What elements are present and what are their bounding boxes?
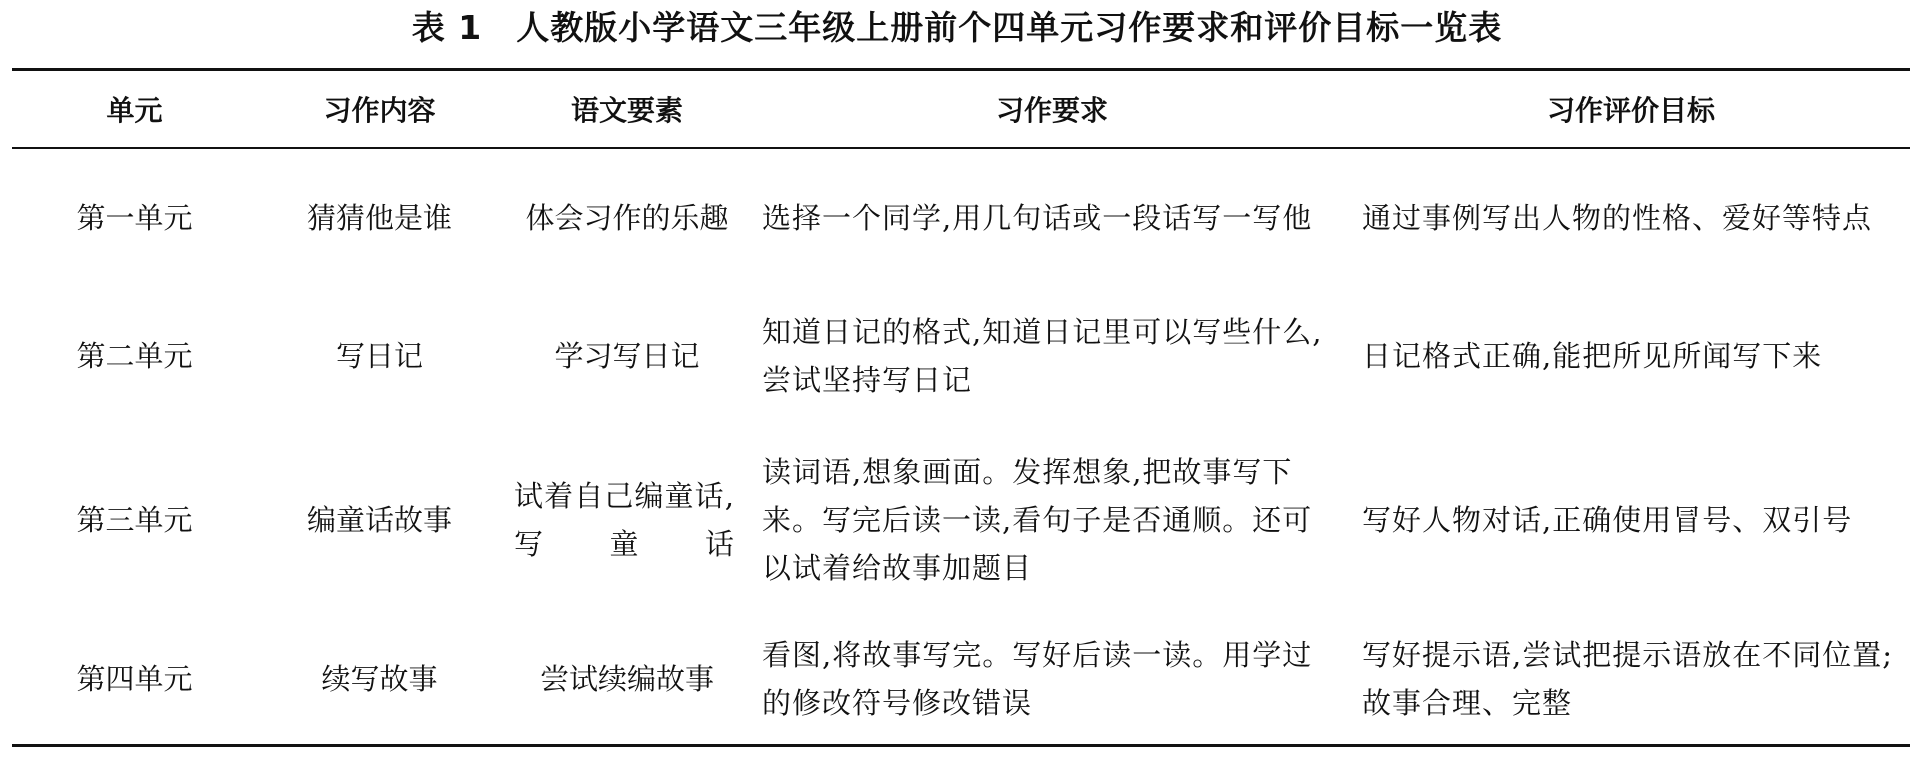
cell-requirement: 选择一个同学,用几句话或一段话写一写他 <box>762 201 1313 235</box>
cell-element: 试着自己编童话,写童话 <box>514 478 734 561</box>
table-row <box>12 615 1910 746</box>
table-row <box>12 288 1910 425</box>
cell-requirement: 知道日记的格式,知道日记里可以写些什么,尝试坚持写日记 <box>762 315 1323 397</box>
cell-content: 猜猜他是谁 <box>306 201 452 235</box>
header-content: 习作内容 <box>257 70 502 148</box>
header-element: 语文要素 <box>502 70 752 148</box>
table-caption: 人教版小学语文三年级上册前个四单元习作要求和评价目标一览表 <box>516 8 1503 47</box>
header-evaluation: 习作评价目标 <box>1352 70 1910 148</box>
cell-unit: 第二单元 <box>76 339 193 373</box>
cell-evaluation: 通过事例写出人物的性格、爱好等特点 <box>1362 201 1873 235</box>
cell-evaluation: 日记格式正确,能把所见所闻写下来 <box>1362 339 1823 373</box>
cell-unit: 第三单元 <box>76 502 193 537</box>
cell-element: 体会习作的乐趣 <box>525 201 729 235</box>
cell-content: 编童话故事 <box>306 502 452 537</box>
table-title <box>0 4 1914 52</box>
cell-unit: 第一单元 <box>76 201 193 235</box>
table-row <box>12 425 1910 615</box>
cell-requirement: 读词语,想象画面。发挥想象,把故事写下来。写完后读一读,看句子是否通顺。还可以试着给故事加题目 <box>762 454 1313 585</box>
header-row <box>12 70 1910 148</box>
cell-requirement: 看图,将故事写完。写好后读一读。用学过的修改符号修改错误 <box>752 615 1352 746</box>
cell-content: 写日记 <box>335 339 423 373</box>
writing-requirements-table <box>12 68 1910 747</box>
cell-element: 尝试续编故事 <box>502 615 752 746</box>
table-row <box>12 148 1910 288</box>
cell-evaluation: 写好人物对话,正确使用冒号、双引号 <box>1362 502 1853 537</box>
cell-content: 续写故事 <box>257 615 502 746</box>
header-requirement: 习作要求 <box>752 70 1352 148</box>
cell-element: 学习写日记 <box>554 339 700 373</box>
table-number: 表 1 <box>411 8 483 47</box>
header-unit: 单元 <box>12 70 257 148</box>
cell-unit: 第四单元 <box>12 615 257 746</box>
cell-evaluation: 写好提示语,尝试把提示语放在不同位置;故事合理、完整 <box>1352 615 1910 746</box>
